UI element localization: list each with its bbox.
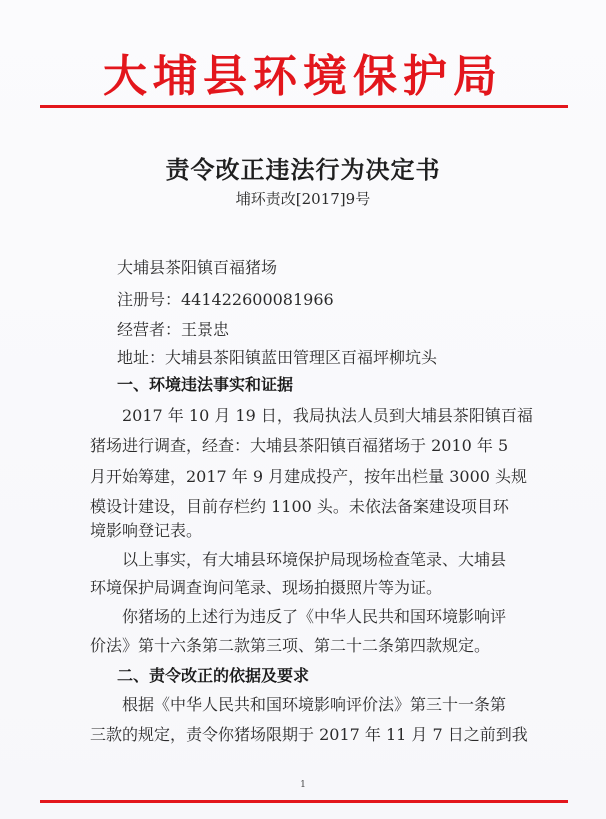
document-title: 责令改正违法行为决定书 bbox=[165, 155, 441, 184]
body-line: 2017 年 10 月 19 日，我局执法人员到大埔县茶阳镇百福 bbox=[122, 406, 533, 425]
letterhead-title: 大埔县环境保护局 bbox=[103, 51, 503, 102]
section-heading-facts: 一、环境违法事实和证据 bbox=[117, 375, 294, 394]
body-line: 你猪场的上述行为违反了《中华人民共和国环境影响评 bbox=[122, 607, 507, 626]
body-line: 猪场进行调查，经查：大埔县茶阳镇百福猪场于 2010 年 5 bbox=[90, 436, 509, 455]
body-line: 三款的规定，责令你猪场限期于 2017 年 11 月 7 日之前到我 bbox=[90, 725, 528, 744]
body-line: 境影响登记表。 bbox=[90, 521, 203, 540]
page-number: 1 bbox=[300, 780, 306, 790]
section-heading-correction: 二、责令改正的依据及要求 bbox=[117, 666, 310, 685]
letterhead-red-rule bbox=[40, 105, 568, 108]
body-line: 以上事实，有大埔县环境保护局现场检查笔录、大埔县 bbox=[122, 550, 507, 569]
footer-red-rule bbox=[40, 800, 568, 803]
body-line: 环境保护局调查询问笔录、现场拍摄照片等为证。 bbox=[90, 578, 443, 597]
party-registration: 注册号：441422600081966 bbox=[117, 290, 334, 309]
body-line: 根据《中华人民共和国环境影响评价法》第三十一条第 bbox=[122, 695, 507, 714]
party-address: 地址：大埔县茶阳镇蓝田管理区百福坪柳坑头 bbox=[117, 348, 438, 367]
party-operator: 经营者：王景忠 bbox=[117, 320, 230, 339]
body-line: 月开始筹建，2017 年 9 月建成投产，按年出栏量 3000 头规 bbox=[90, 467, 528, 486]
body-line: 模设计建设，目前存栏约 1100 头。未依法备案建设项目环 bbox=[90, 497, 509, 516]
document-number: 埔环责改[2017]9号 bbox=[235, 190, 371, 208]
party-name: 大埔县茶阳镇百福猪场 bbox=[117, 258, 278, 277]
body-line: 价法》第十六条第二款第三项、第二十二条第四款规定。 bbox=[90, 636, 491, 655]
